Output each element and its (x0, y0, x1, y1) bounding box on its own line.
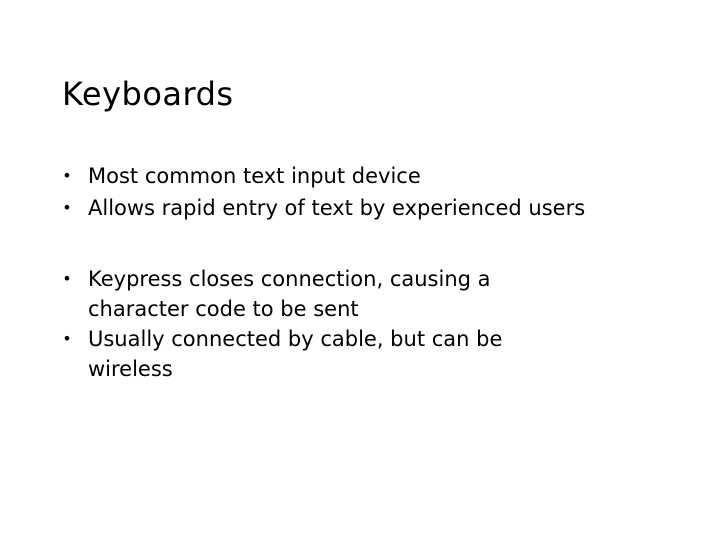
bullet-dot-icon: • (62, 269, 72, 288)
bullet-dot-icon: • (62, 329, 72, 348)
bullet-item-keypress (58, 264, 578, 324)
bullet-text: Usually connected by cable, but can be wireless (88, 327, 503, 381)
bullet-list-primary (58, 160, 698, 224)
bullet-list-secondary (58, 264, 578, 384)
slide-title: Keyboards (62, 75, 234, 113)
bullet-text: Most common text input device (88, 164, 421, 188)
bullet-dot-icon: • (62, 166, 72, 185)
bullet-text: Keypress closes connection, causing a character code to be sent (88, 267, 491, 321)
bullet-item-rapid-entry (58, 192, 698, 224)
bullet-item-connection (58, 324, 578, 384)
bullet-item-common-input (58, 160, 698, 192)
bullet-text: Allows rapid entry of text by experienced users (88, 196, 586, 220)
bullet-dot-icon: • (62, 198, 72, 217)
